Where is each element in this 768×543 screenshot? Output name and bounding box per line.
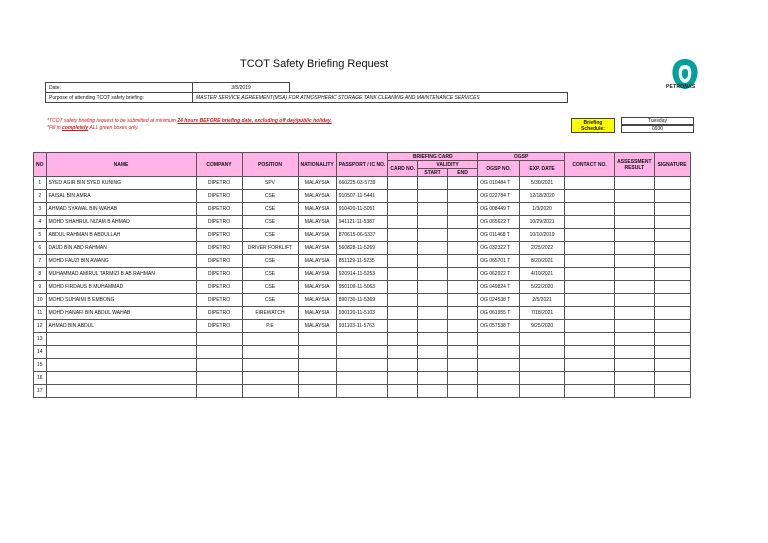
name-cell[interactable] [46, 333, 196, 346]
signature-cell[interactable] [654, 281, 690, 294]
ogsp-no-cell[interactable]: OG 024538 T [478, 294, 520, 307]
passport-cell[interactable]: 931103-11-5763 [336, 320, 388, 333]
position-cell[interactable] [242, 346, 298, 359]
passport-cell[interactable]: 910420-11-5051 [336, 203, 388, 216]
signature-cell[interactable] [654, 229, 690, 242]
exp-date-cell[interactable]: 5/22/2020 [520, 281, 565, 294]
nationality-cell[interactable]: MALAYSIA [298, 177, 336, 190]
validity-end-cell[interactable] [448, 268, 478, 281]
position-cell[interactable] [242, 359, 298, 372]
row-number: 9 [34, 281, 47, 294]
card-no-cell[interactable] [388, 320, 418, 333]
col-ogsp: OGSP [478, 153, 565, 161]
col-start: START [418, 169, 448, 177]
position-cell[interactable] [242, 372, 298, 385]
card-no-cell[interactable] [388, 294, 418, 307]
col-contact: CONTACT NO. [565, 153, 615, 177]
name-cell[interactable]: MOHD HANAFI BIN ABDUL WAHAB [46, 307, 196, 320]
passport-cell[interactable]: 660225-03-5739 [336, 177, 388, 190]
validity-start-cell[interactable] [418, 385, 448, 398]
validity-start-cell[interactable] [418, 190, 448, 203]
signature-cell[interactable] [654, 320, 690, 333]
col-validity: VALIDITY [418, 161, 478, 169]
row-number: 5 [34, 229, 47, 242]
validity-end-cell[interactable] [448, 177, 478, 190]
briefing-time-field[interactable]: 0930 [621, 125, 694, 133]
row-number: 2 [34, 190, 47, 203]
company-cell[interactable]: DIPETRO [196, 268, 242, 281]
assessment-cell[interactable] [615, 242, 654, 255]
validity-start-cell[interactable] [418, 268, 448, 281]
contact-cell[interactable] [565, 294, 615, 307]
validity-start-cell[interactable] [418, 242, 448, 255]
name-cell[interactable]: ABDUL RAHMAN B ABDULLAH [46, 229, 196, 242]
validity-start-cell[interactable] [418, 333, 448, 346]
position-cell[interactable]: CSE [242, 203, 298, 216]
validity-end-cell[interactable] [448, 203, 478, 216]
name-cell[interactable]: AHMAD BIN ABDUL [46, 320, 196, 333]
note-line1: *TCOT safety briefing request to be submitted at minimum [47, 118, 178, 124]
exp-date-cell[interactable]: 2/25/2022 [520, 242, 565, 255]
passport-cell[interactable]: 910507-11-5441 [336, 190, 388, 203]
page-title: TCOT Safety Briefing Request [240, 58, 389, 70]
ogsp-no-cell[interactable]: OG 049824 T [478, 281, 520, 294]
nationality-cell[interactable]: MALAYSIA [298, 229, 336, 242]
validity-start-cell[interactable] [418, 255, 448, 268]
position-cell[interactable]: CSE [242, 294, 298, 307]
row-number: 15 [34, 359, 47, 372]
position-cell[interactable]: CSE [242, 216, 298, 229]
col-position: POSITION [242, 153, 298, 177]
position-cell[interactable]: DRIVER FORKLIFT [242, 242, 298, 255]
table-row [34, 307, 691, 320]
table-row [34, 229, 691, 242]
exp-date-cell[interactable]: 9/25/2020 [520, 320, 565, 333]
passport-cell[interactable]: 930120-11-5103 [336, 307, 388, 320]
passport-cell[interactable] [336, 385, 388, 398]
assessment-cell[interactable] [615, 307, 654, 320]
name-cell[interactable]: MOHD FAUZI BIN AWANG [46, 255, 196, 268]
col-ogsp-no: OGSP NO. [478, 161, 520, 177]
table-row [34, 242, 691, 255]
row-number: 16 [34, 372, 47, 385]
position-cell[interactable]: CSE [242, 190, 298, 203]
col-nationality: NATIONALITY [298, 153, 336, 177]
name-cell[interactable]: AHMAD SYAWAL BIN WAHAB [46, 203, 196, 216]
assessment-cell[interactable] [615, 281, 654, 294]
ogsp-no-cell[interactable]: OG 065622 T [478, 216, 520, 229]
exp-date-cell[interactable]: 8/20/2021 [520, 255, 565, 268]
exp-date-cell[interactable]: 7/18/2021 [520, 307, 565, 320]
position-cell[interactable]: FIREWATCH [242, 307, 298, 320]
card-no-cell[interactable] [388, 177, 418, 190]
petronas-logo-icon [664, 57, 706, 97]
validity-start-cell[interactable] [418, 359, 448, 372]
position-cell[interactable]: CSE [242, 268, 298, 281]
ogsp-no-cell[interactable] [478, 346, 520, 359]
validity-end-cell[interactable] [448, 307, 478, 320]
exp-date-cell[interactable]: 5/30/2021 [520, 177, 565, 190]
table-row [34, 255, 691, 268]
assessment-cell[interactable] [615, 294, 654, 307]
validity-start-cell[interactable] [418, 177, 448, 190]
nationality-cell[interactable]: MALAYSIA [298, 307, 336, 320]
signature-cell[interactable] [654, 177, 690, 190]
exp-date-cell[interactable]: 1/3/2020 [520, 203, 565, 216]
signature-cell[interactable] [654, 255, 690, 268]
col-signature: SIGNATURE [654, 153, 690, 177]
validity-end-cell[interactable] [448, 229, 478, 242]
card-no-cell[interactable] [388, 359, 418, 372]
contact-cell[interactable] [565, 242, 615, 255]
signature-cell[interactable] [654, 333, 690, 346]
nationality-cell[interactable]: MALAYSIA [298, 320, 336, 333]
card-no-cell[interactable] [388, 307, 418, 320]
name-cell[interactable]: MOHD SHAHRUL NIZAM B AHMAD [46, 216, 196, 229]
col-no: NO [34, 153, 47, 177]
date-label: Date: [46, 83, 193, 93]
col-name: NAME [46, 153, 196, 177]
nationality-cell[interactable]: MALAYSIA [298, 242, 336, 255]
row-number: 17 [34, 385, 47, 398]
contact-cell[interactable] [565, 346, 615, 359]
col-exp-date: EXP. DATE [520, 161, 565, 177]
validity-end-cell[interactable] [448, 333, 478, 346]
name-cell[interactable]: FAISAL BIN AMRA [46, 190, 196, 203]
contact-cell[interactable] [565, 255, 615, 268]
col-card-no: CARD NO. [388, 161, 418, 177]
passport-cell[interactable]: 890730-11-5369 [336, 294, 388, 307]
ogsp-no-cell[interactable]: OG 057538 T [478, 320, 520, 333]
passport-cell[interactable]: 941121-11-5387 [336, 216, 388, 229]
ogsp-no-cell[interactable]: OG 022784 T [478, 190, 520, 203]
personnel-table [33, 152, 691, 398]
name-cell[interactable]: DAUD BIN ABD RAHMAN [46, 242, 196, 255]
validity-end-cell[interactable] [448, 372, 478, 385]
passport-cell[interactable]: 851129-11-5235 [336, 255, 388, 268]
nationality-cell[interactable]: MALAYSIA [298, 216, 336, 229]
date-field[interactable]: 3/5/2019 [193, 83, 290, 93]
table-row [34, 385, 691, 398]
assessment-cell[interactable] [615, 359, 654, 372]
passport-cell[interactable]: 950109-11-5063 [336, 281, 388, 294]
company-cell[interactable] [196, 372, 242, 385]
note-line2: *Fill in [47, 125, 63, 131]
validity-end-cell[interactable] [448, 385, 478, 398]
contact-cell[interactable] [565, 372, 615, 385]
row-number: 13 [34, 333, 47, 346]
card-no-cell[interactable] [388, 229, 418, 242]
card-no-cell[interactable] [388, 346, 418, 359]
purpose-field[interactable]: MASTER SERVICE AGREEMENT(MSA) FOR ATMOSPHERIC STORAGE TANK CLEANING AND MAINTENANCE SERVICES [193, 93, 568, 103]
ogsp-no-cell[interactable] [478, 372, 520, 385]
contact-cell[interactable] [565, 229, 615, 242]
table-row [34, 333, 691, 346]
table-row [34, 281, 691, 294]
signature-cell[interactable] [654, 372, 690, 385]
signature-cell[interactable] [654, 268, 690, 281]
validity-end-cell[interactable] [448, 281, 478, 294]
contact-cell[interactable] [565, 268, 615, 281]
col-assessment: ASSESSMENT RESULT [615, 153, 654, 177]
table-row [34, 346, 691, 359]
ogsp-no-cell[interactable] [478, 385, 520, 398]
col-passport: PASSPORT / IC NO. [336, 153, 388, 177]
contact-cell[interactable] [565, 385, 615, 398]
table-row [34, 268, 691, 281]
nationality-cell[interactable]: MALAYSIA [298, 203, 336, 216]
assessment-cell[interactable] [615, 346, 654, 359]
nationality-cell[interactable] [298, 333, 336, 346]
company-cell[interactable]: DIPETRO [196, 242, 242, 255]
signature-cell[interactable] [654, 242, 690, 255]
assessment-cell[interactable] [615, 190, 654, 203]
table-row [34, 190, 691, 203]
name-cell[interactable] [46, 346, 196, 359]
col-company: COMPANY [196, 153, 242, 177]
table-row [34, 359, 691, 372]
company-cell[interactable]: DIPETRO [196, 320, 242, 333]
signature-cell[interactable] [654, 385, 690, 398]
table-row [34, 372, 691, 385]
company-cell[interactable] [196, 385, 242, 398]
passport-cell[interactable]: 870615-06-5337 [336, 229, 388, 242]
validity-start-cell[interactable] [418, 294, 448, 307]
nationality-cell[interactable]: MALAYSIA [298, 255, 336, 268]
name-cell[interactable] [46, 359, 196, 372]
note-line1-emphasis: 24 hours BEFORE briefing date, excluding off day/public holiday. [177, 118, 332, 124]
contact-cell[interactable] [565, 307, 615, 320]
card-no-cell[interactable] [388, 385, 418, 398]
passport-cell[interactable] [336, 372, 388, 385]
signature-cell[interactable] [654, 346, 690, 359]
ogsp-no-cell[interactable]: OG 061955 T [478, 307, 520, 320]
company-cell[interactable]: DIPETRO [196, 177, 242, 190]
card-no-cell[interactable] [388, 333, 418, 346]
passport-cell[interactable] [336, 346, 388, 359]
instructions-note [47, 118, 332, 132]
card-no-cell[interactable] [388, 255, 418, 268]
nationality-cell[interactable] [298, 359, 336, 372]
card-no-cell[interactable] [388, 242, 418, 255]
exp-date-cell[interactable] [520, 359, 565, 372]
position-cell[interactable]: CSE [242, 281, 298, 294]
card-no-cell[interactable] [388, 203, 418, 216]
row-number: 12 [34, 320, 47, 333]
passport-cell[interactable] [336, 359, 388, 372]
nationality-cell[interactable] [298, 346, 336, 359]
contact-cell[interactable] [565, 320, 615, 333]
passport-cell[interactable] [336, 333, 388, 346]
company-cell[interactable]: DIPETRO [196, 294, 242, 307]
col-briefing-card: BRIEFING CARD [388, 153, 478, 161]
row-number: 6 [34, 242, 47, 255]
name-cell[interactable]: SYED AGIR BIN SYED KUNING [46, 177, 196, 190]
note-line2-end: ALL green boxes only. [88, 125, 139, 131]
signature-cell[interactable] [654, 216, 690, 229]
row-number: 14 [34, 346, 47, 359]
contact-cell[interactable] [565, 177, 615, 190]
ogsp-no-cell[interactable]: OG 010484 T [478, 177, 520, 190]
passport-cell[interactable]: 920914-11-5253 [336, 268, 388, 281]
ogsp-no-cell[interactable] [478, 333, 520, 346]
signature-cell[interactable] [654, 203, 690, 216]
contact-cell[interactable] [565, 333, 615, 346]
assessment-cell[interactable] [615, 216, 654, 229]
validity-start-cell[interactable] [418, 203, 448, 216]
validity-end-cell[interactable] [448, 346, 478, 359]
company-cell[interactable]: DIPETRO [196, 203, 242, 216]
validity-start-cell[interactable] [418, 372, 448, 385]
validity-start-cell[interactable] [418, 320, 448, 333]
ogsp-no-cell[interactable]: OG 062922 T [478, 268, 520, 281]
ogsp-no-cell[interactable]: OG 032322 T [478, 242, 520, 255]
assessment-cell[interactable] [615, 333, 654, 346]
exp-date-cell[interactable]: 10/10/2019 [520, 229, 565, 242]
exp-date-cell[interactable]: 10/29/2021 [520, 216, 565, 229]
validity-end-cell[interactable] [448, 190, 478, 203]
signature-cell[interactable] [654, 307, 690, 320]
validity-start-cell[interactable] [418, 346, 448, 359]
card-no-cell[interactable] [388, 281, 418, 294]
ogsp-no-cell[interactable]: OG 008449 T [478, 203, 520, 216]
passport-cell[interactable]: 560828-11-5269 [336, 242, 388, 255]
contact-cell[interactable] [565, 359, 615, 372]
contact-cell[interactable] [565, 203, 615, 216]
nationality-cell[interactable]: MALAYSIA [298, 294, 336, 307]
company-cell[interactable] [196, 333, 242, 346]
assessment-cell[interactable] [615, 372, 654, 385]
request-info-table [45, 82, 568, 103]
assessment-cell[interactable] [615, 320, 654, 333]
brand-name: PETRONAS [666, 84, 696, 90]
name-cell[interactable] [46, 385, 196, 398]
exp-date-cell[interactable]: 12/18/2020 [520, 190, 565, 203]
row-number: 7 [34, 255, 47, 268]
row-number: 11 [34, 307, 47, 320]
company-cell[interactable]: DIPETRO [196, 281, 242, 294]
table-row [34, 294, 691, 307]
card-no-cell[interactable] [388, 216, 418, 229]
contact-cell[interactable] [565, 216, 615, 229]
card-no-cell[interactable] [388, 372, 418, 385]
card-no-cell[interactable] [388, 268, 418, 281]
note-line2-emphasis: completely [62, 125, 89, 131]
company-cell[interactable]: DIPETRO [196, 190, 242, 203]
nationality-cell[interactable] [298, 385, 336, 398]
name-cell[interactable] [46, 372, 196, 385]
validity-end-cell[interactable] [448, 216, 478, 229]
assessment-cell[interactable] [615, 268, 654, 281]
validity-end-cell[interactable] [448, 359, 478, 372]
row-number: 3 [34, 203, 47, 216]
position-cell[interactable] [242, 385, 298, 398]
exp-date-cell[interactable] [520, 333, 565, 346]
company-cell[interactable]: DIPETRO [196, 307, 242, 320]
exp-date-cell[interactable]: 4/10/2021 [520, 268, 565, 281]
col-end: END [448, 169, 478, 177]
validity-end-cell[interactable] [448, 294, 478, 307]
nationality-cell[interactable]: MALAYSIA [298, 268, 336, 281]
contact-cell[interactable] [565, 281, 615, 294]
position-cell[interactable]: CSE [242, 229, 298, 242]
validity-start-cell[interactable] [418, 229, 448, 242]
assessment-cell[interactable] [615, 385, 654, 398]
validity-start-cell[interactable] [418, 307, 448, 320]
table-row [34, 216, 691, 229]
card-no-cell[interactable] [388, 190, 418, 203]
table-row [34, 320, 691, 333]
company-cell[interactable] [196, 359, 242, 372]
nationality-cell[interactable]: MALAYSIA [298, 281, 336, 294]
name-cell[interactable]: MOHD SUHAIMI B EMBONG [46, 294, 196, 307]
company-cell[interactable]: DIPETRO [196, 216, 242, 229]
purpose-label: Purpose of attending TCOT safety briefing: [46, 93, 193, 103]
signature-cell[interactable] [654, 359, 690, 372]
company-cell[interactable]: DIPETRO [196, 255, 242, 268]
contact-cell[interactable] [565, 190, 615, 203]
ogsp-no-cell[interactable]: OG 065701 T [478, 255, 520, 268]
table-row [34, 177, 691, 190]
validity-start-cell[interactable] [418, 281, 448, 294]
exp-date-cell[interactable]: 2/5/2021 [520, 294, 565, 307]
position-cell[interactable] [242, 333, 298, 346]
exp-date-cell[interactable] [520, 346, 565, 359]
signature-cell[interactable] [654, 294, 690, 307]
ogsp-no-cell[interactable]: OG 011468 T [478, 229, 520, 242]
nationality-cell[interactable] [298, 372, 336, 385]
row-number: 10 [34, 294, 47, 307]
assessment-cell[interactable] [615, 203, 654, 216]
table-row [34, 203, 691, 216]
briefing-schedule [571, 118, 694, 133]
row-number: 4 [34, 216, 47, 229]
name-cell[interactable]: MUHAMMAD AMIRUL TARMIZI B AB RAHMAN [46, 268, 196, 281]
assessment-cell[interactable] [615, 255, 654, 268]
company-cell[interactable] [196, 346, 242, 359]
name-cell[interactable]: MOHD FIRDAUS B MUHAMMAD [46, 281, 196, 294]
validity-end-cell[interactable] [448, 255, 478, 268]
validity-end-cell[interactable] [448, 242, 478, 255]
row-number: 1 [34, 177, 47, 190]
briefing-day-field[interactable]: Tuesday [621, 117, 694, 125]
position-cell[interactable]: SPV [242, 177, 298, 190]
assessment-cell[interactable] [615, 177, 654, 190]
validity-start-cell[interactable] [418, 216, 448, 229]
ogsp-no-cell[interactable] [478, 359, 520, 372]
position-cell[interactable]: P.E [242, 320, 298, 333]
briefing-schedule-label: Briefing Schedule: [571, 118, 615, 133]
nationality-cell[interactable]: MALAYSIA [298, 190, 336, 203]
company-cell[interactable]: DIPETRO [196, 229, 242, 242]
signature-cell[interactable] [654, 190, 690, 203]
row-number: 8 [34, 268, 47, 281]
exp-date-cell[interactable] [520, 385, 565, 398]
position-cell[interactable]: CSE [242, 255, 298, 268]
assessment-cell[interactable] [615, 229, 654, 242]
validity-end-cell[interactable] [448, 320, 478, 333]
exp-date-cell[interactable] [520, 372, 565, 385]
